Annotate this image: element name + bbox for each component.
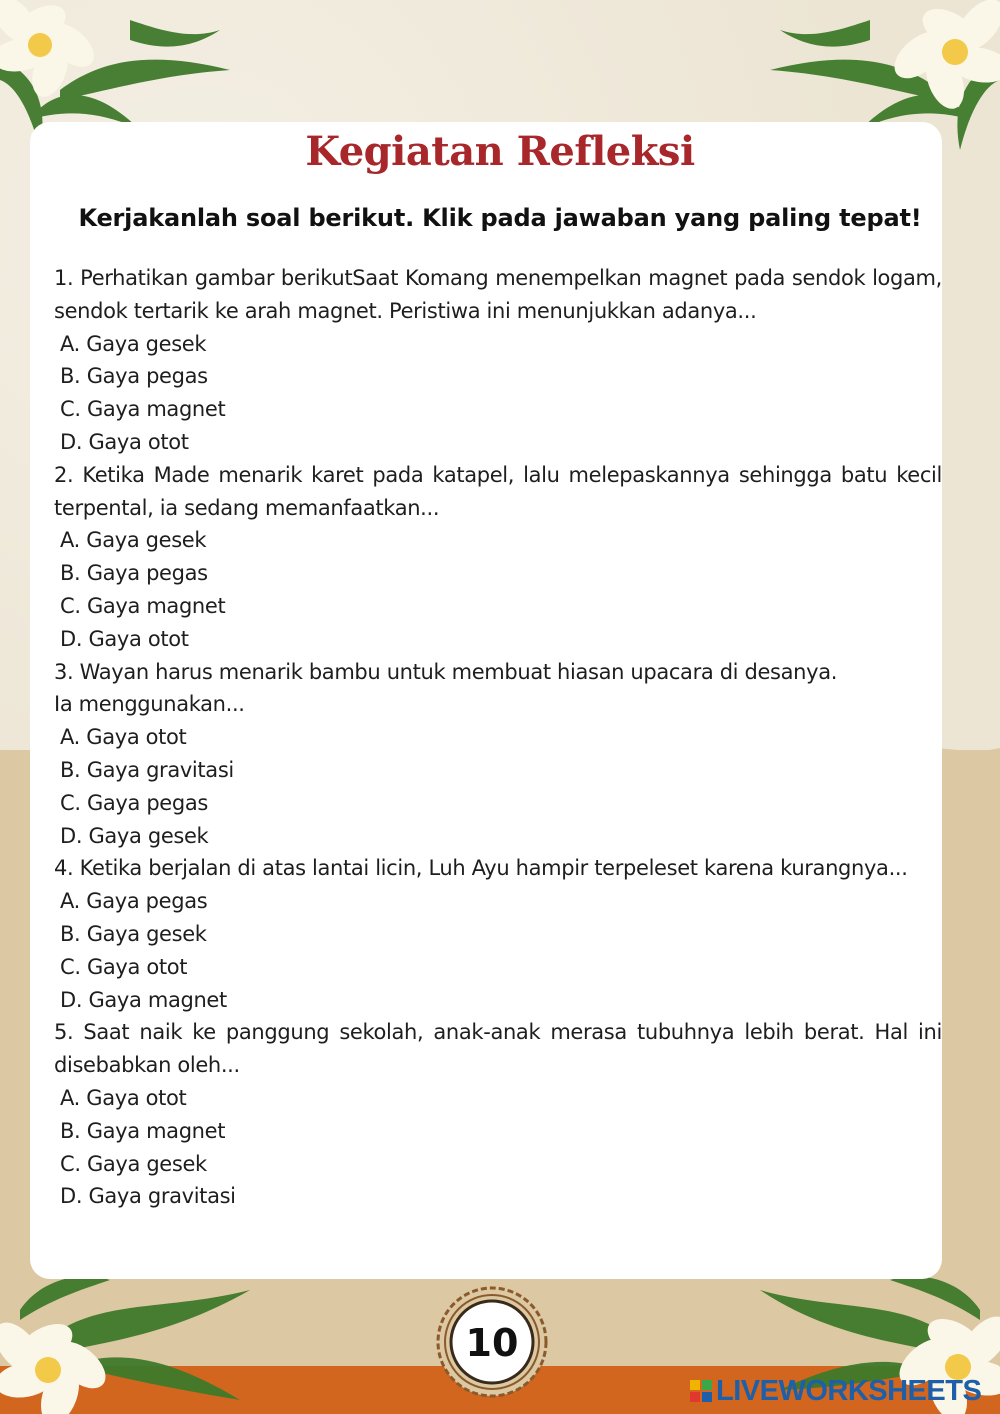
liveworksheets-logo[interactable]: [690, 1374, 981, 1408]
question-3: [54, 656, 942, 853]
question-text: 4. Ketika berjalan di atas lantai licin, Luh Ayu hampir terpeleset karena kurangnya...: [54, 856, 908, 881]
option-a[interactable]: A. Gaya otot: [60, 725, 187, 750]
option-d[interactable]: D. Gaya gesek: [60, 823, 209, 848]
question-2: [54, 459, 942, 656]
brand-text: LIVEWORKSHEETS: [716, 1374, 982, 1407]
question-text: 2. Ketika Made menarik karet pada katapel, lalu melepaskannya sehingga batu kecil terpental, ia sedang memanfaatkan...: [54, 462, 942, 520]
option-c[interactable]: C. Gaya pegas: [60, 790, 208, 815]
question-4: [54, 852, 942, 1016]
option-c[interactable]: C. Gaya magnet: [60, 593, 226, 618]
instruction-text: Kerjakanlah soal berikut. Klik pada jawaban yang paling tepat!: [78, 204, 922, 232]
page-number: 10: [465, 1321, 519, 1365]
option-b[interactable]: B. Gaya gravitasi: [60, 757, 234, 782]
question-1: [54, 262, 942, 459]
question-5: [54, 1016, 942, 1213]
frangipani-flower-icon: [0, 1270, 260, 1414]
option-b[interactable]: B. Gaya pegas: [60, 364, 208, 389]
question-text-continued: Ia menggunakan...: [54, 692, 245, 717]
question-text: 3. Wayan harus menarik bambu untuk membuat hiasan upacara di desanya.: [54, 659, 838, 684]
option-b[interactable]: B. Gaya pegas: [60, 561, 208, 586]
option-d[interactable]: D. Gaya gravitasi: [60, 1184, 236, 1209]
option-c[interactable]: C. Gaya magnet: [60, 397, 226, 422]
option-c[interactable]: C. Gaya otot: [60, 954, 188, 979]
liveworksheets-icon: [690, 1380, 712, 1402]
option-d[interactable]: D. Gaya otot: [60, 626, 189, 651]
question-list: [54, 262, 942, 1213]
option-b[interactable]: B. Gaya gesek: [60, 921, 207, 946]
option-c[interactable]: C. Gaya gesek: [60, 1151, 207, 1176]
option-a[interactable]: A. Gaya otot: [60, 1085, 187, 1110]
page-title: Kegiatan Refleksi: [305, 128, 695, 175]
question-text: 1. Perhatikan gambar berikutSaat Komang menempelkan magnet pada sendok logam, sendok tertarik ke arah magnet. Peristiwa ini menunjukkan adanya...: [54, 266, 942, 323]
option-a[interactable]: A. Gaya pegas: [60, 889, 208, 914]
option-a[interactable]: A. Gaya gesek: [60, 528, 207, 553]
question-text: 5. Saat naik ke panggung sekolah, anak-anak merasa tubuhnya lebih berat. Hal ini disebabkan oleh...: [54, 1020, 942, 1078]
option-a[interactable]: A. Gaya gesek: [60, 331, 207, 356]
option-d[interactable]: D. Gaya magnet: [60, 987, 227, 1012]
option-d[interactable]: D. Gaya otot: [60, 429, 189, 454]
option-b[interactable]: B. Gaya magnet: [60, 1118, 226, 1143]
